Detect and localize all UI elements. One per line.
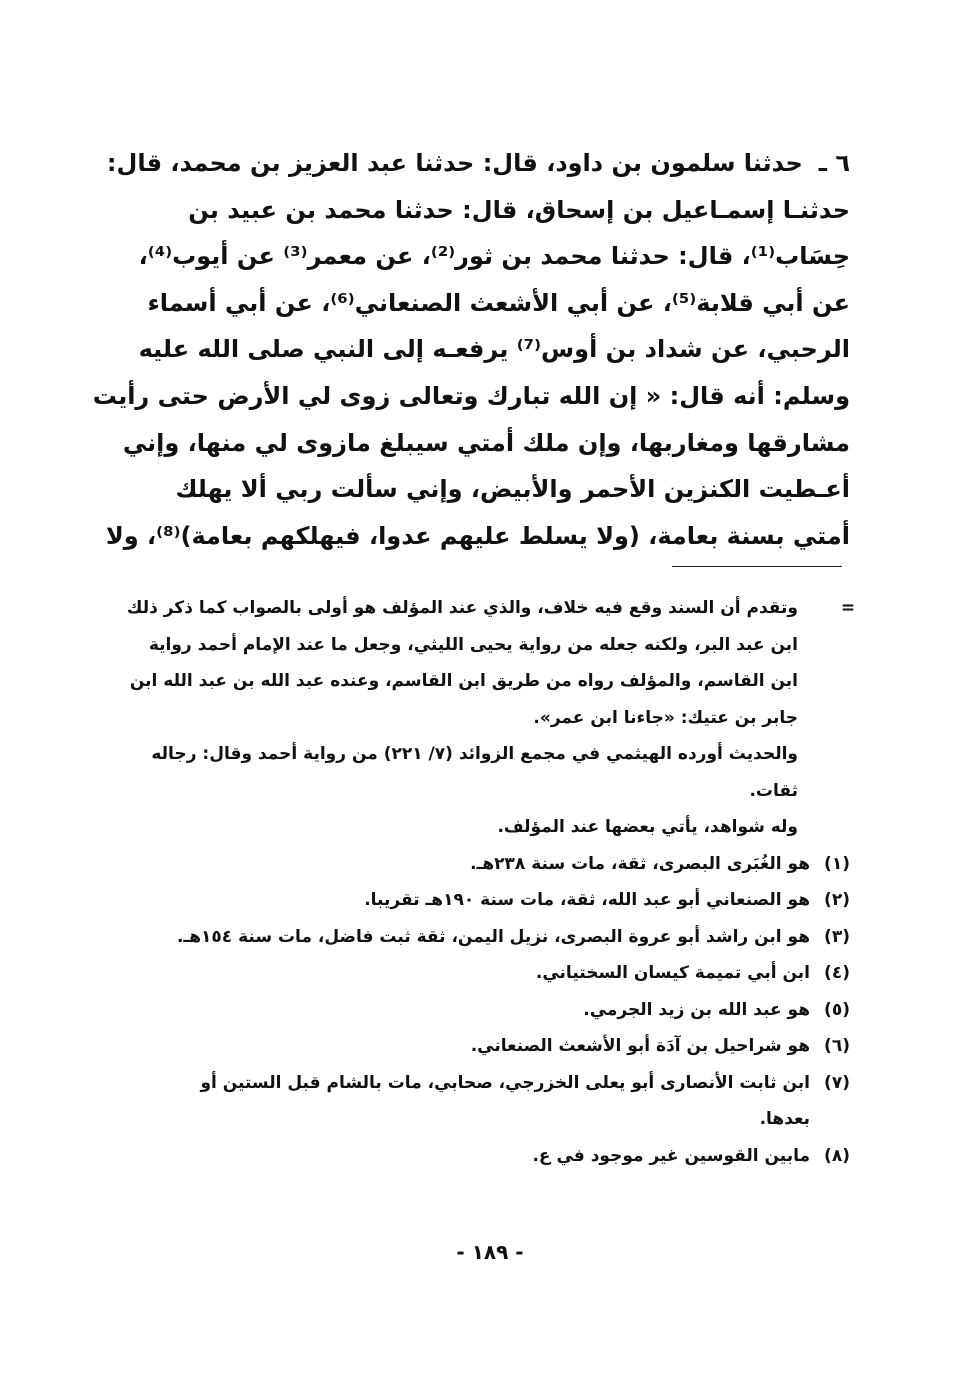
footnote-text: وتقدم أن السند وقع فيه خلاف، والذي عند المؤلف هو أولى بالصواب كما ذكر ذلك bbox=[126, 598, 798, 618]
hadith-body bbox=[92, 140, 850, 559]
footnote-continuation-line: ابن عبد البر، ولكنه جعله من رواية يحيى الليثي، وجعل ما عند الإمام أحمد رواية bbox=[148, 634, 798, 655]
footnotes-section bbox=[126, 590, 856, 1174]
footnote-separator bbox=[672, 566, 842, 567]
footnote-item bbox=[138, 882, 850, 919]
hadith-line: أعـطيت الكنزين الأحمر والأبيض، وإني سألت ربي ألا يهلك bbox=[175, 475, 850, 504]
hadith-line: مشارقها ومغاربها، وإن ملك أمتي سيبلغ مازوى لي منها، وإني bbox=[122, 428, 850, 457]
footnote-number: (٦) bbox=[824, 1036, 850, 1056]
footnote-item bbox=[138, 1138, 850, 1175]
footnote-continuation-line: ابن القاسم، والمؤلف رواه من طريق ابن القاسم، وعنده عبد الله بن عبد الله ابن bbox=[129, 671, 798, 691]
footnote-text: هو ابن راشد أبو عروة البصرى، نزيل اليمن، ثقة ثبت فاضل، مات سنة ١٥٤هـ. bbox=[176, 926, 810, 947]
hadith-line: حِسَاب⁽¹⁾، قال: حدثنا محمد بن ثور⁽²⁾، عن معمر⁽³⁾ عن أيوب⁽⁴⁾، bbox=[138, 242, 850, 271]
footnote-item bbox=[138, 846, 850, 883]
continuation-marker: = bbox=[840, 598, 856, 618]
footnote-text: ابن ثابت الأنصارى أبو يعلى الخزرجي، صحابي، مات بالشام قبل الستين أو bbox=[200, 1072, 810, 1093]
footnote-text: هو الصنعاني أبو عبد الله، ثقة، مات سنة ١٩٠هـ تقريبا. bbox=[364, 890, 810, 910]
footnote-text: مابين القوسين غير موجود في ع. bbox=[532, 1145, 810, 1166]
hadith-line-text: حدثنا سلمون بن داود، قال: حدثنا عبد العزيز بن محمد، قال: bbox=[106, 149, 803, 177]
footnote-continuation-line bbox=[126, 590, 856, 627]
footnote-number: (٨) bbox=[824, 1145, 850, 1166]
footnote-text: هو الغُبَرى البصرى، ثقة، مات سنة ٢٣٨هـ. bbox=[470, 853, 810, 874]
footnote-number: (٧) bbox=[824, 1072, 850, 1093]
footnote-continuation-line: جابر بن عتيك: «جاءنا ابن عمر». bbox=[533, 707, 798, 728]
hadith-line: عن أبي قلابة⁽⁵⁾، عن أبي الأشعث الصنعاني⁽⁶⁾، عن أبي أسماء bbox=[147, 288, 850, 317]
footnote-number: (٣) bbox=[824, 926, 850, 947]
hadith-line: أمتي بسنة بعامة، (ولا يسلط عليهم عدوا، فيهلكهم بعامة)⁽⁸⁾، ولا bbox=[105, 521, 850, 550]
footnote-continuation-line: وله شواهد، يأتي بعضها عند المؤلف. bbox=[497, 817, 798, 837]
footnote-number: (٥) bbox=[824, 999, 850, 1020]
hadith-line: الرحبي، عن شداد بن أوس⁽⁷⁾ يرفعـه إلى النبي صلى الله عليه bbox=[138, 335, 850, 364]
footnote-text: ابن أبي تميمة كيسان السختياني. bbox=[535, 963, 810, 983]
footnote-item bbox=[138, 955, 850, 992]
footnote-text: هو عبد الله بن زيد الجرمي. bbox=[583, 999, 810, 1020]
footnote-number: (٢) bbox=[824, 890, 850, 910]
footnote-text: هو شراحيل بن آدَة أبو الأشعث الصنعاني. bbox=[470, 1036, 810, 1056]
page-number: - ١٨٩ - bbox=[456, 1240, 524, 1264]
hadith-line: حدثنـا إسمـاعيل بن إسحاق، قال: حدثنا محمد بن عبيد بن bbox=[188, 195, 850, 224]
footnote-number: (١) bbox=[824, 853, 850, 874]
footnote-continuation-line: والحديث أورده الهيثمي في مجمع الزوائد (٧/ ٢٢١) من رواية أحمد وقال: رجاله bbox=[151, 744, 798, 764]
footnote-item bbox=[138, 1065, 850, 1102]
hadith-number: ٦ ـ bbox=[818, 149, 850, 177]
footnote-number: (٤) bbox=[824, 963, 850, 983]
hadith-line bbox=[106, 140, 850, 187]
footnote-item bbox=[138, 1028, 850, 1065]
footnote-item bbox=[138, 992, 850, 1029]
footnote-item-continuation: بعدها. bbox=[759, 1109, 810, 1129]
footnote-continuation-line: ثقات. bbox=[749, 780, 798, 801]
footnote-item bbox=[138, 919, 850, 956]
hadith-line: وسلم: أنه قال: « إن الله تبارك وتعالى زوى لي الأرض حتى رأيت bbox=[92, 381, 850, 410]
